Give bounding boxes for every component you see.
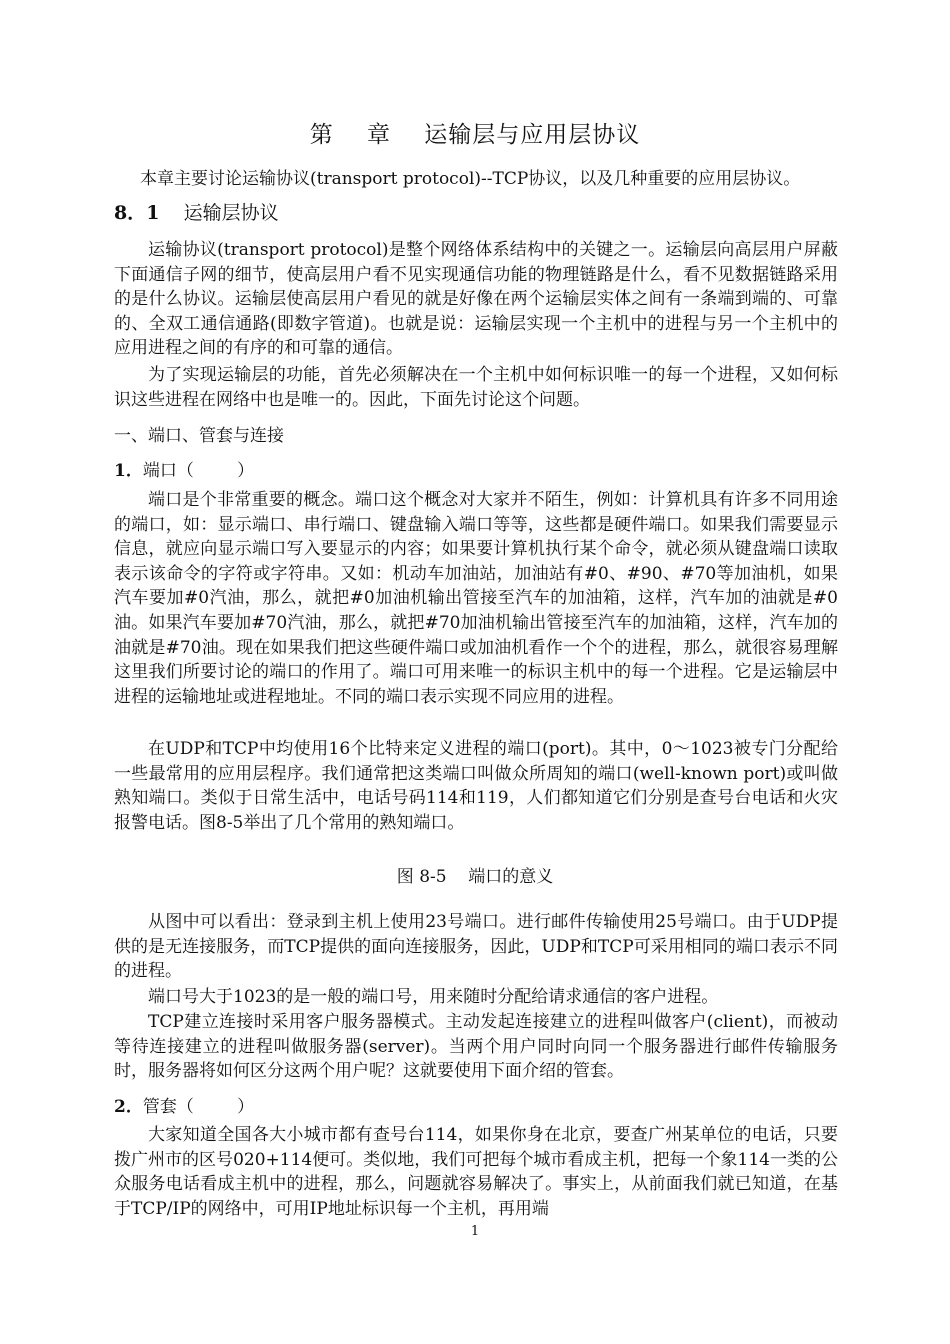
section-heading xyxy=(114,198,279,225)
figure-caption: 图 8-5 端口的意义 xyxy=(396,867,554,887)
paragraph-port-range: 端口号大于1023的是一般的端口号，用来随时分配给请求通信的客户进程。 xyxy=(148,987,719,1007)
paragraph-client-server: TCP建立连接时采用客户服务器模式。主动发起连接建立的进程叫做客户(client)，而被动等待连接建立的进程叫做服务器(server)。当两个用户同时向同一个服务器进行邮件传输服务时，服务器将如何区分这两个用户呢？这就要使用下面介绍的管套。 xyxy=(114,1012,838,1082)
section-title: 运输层协议 xyxy=(183,202,279,224)
item-number-socket: 2． xyxy=(114,1097,143,1117)
item-heading-socket xyxy=(114,1092,254,1117)
paragraph-figure-explanation: 从图中可以看出：登录到主机上使用23号端口。进行邮件传输使用25号端口。由于UDP提供的是无连接服务，而TCP提供的面向连接服务，因此，UDP和TCP可采用相同的端口表示不同的进程。 xyxy=(114,912,838,982)
section-number: 8．1 xyxy=(114,202,160,224)
item-number-port: 1． xyxy=(114,461,143,481)
chapter-intro: 本章主要讨论运输协议(transport protocol)--TCP协议，以及几种重要的应用层协议。 xyxy=(140,169,801,189)
paragraph-well-known-ports: 在UDP和TCP中均使用16个比特来定义进程的端口(port)。其中，0～1023被专门分配给一些最常用的应用层程序。我们通常把这类端口叫做众所周知的端口(well-known port)或叫做熟知端口。类似于日常生活中，电话号码114和119，人们都知道它们分别是查号台电话和火灾报警电话。图8-5举出了几个常用的熟知端口。 xyxy=(114,739,838,833)
subsection-heading: 一、端口、管套与连接 xyxy=(114,426,284,446)
item-label-socket: 管套（ ） xyxy=(142,1097,255,1117)
paragraph-socket-analogy: 大家知道全国各大小城市都有查号台114，如果你身在北京，要查广州某单位的电话，只要拨广州市的区号020+114便可。类似地，我们可把每个城市看成主机，把每一个象114一类的公众服务电话看成主机中的进程，那么，问题就容易解决了。事实上，从前面我们就已知道，在基于TCP/IP的网络中，可用IP地址标识每一个主机，再用端 xyxy=(114,1125,838,1219)
paragraph-transport-intro: 运输协议(transport protocol)是整个网络体系结构中的关键之一。运输层向高层用户屏蔽下面通信子网的细节，使高层用户看不见实现通信功能的物理链路是什么，看不见数据链路采用的是什么协议。运输层使高层用户看见的就是好像在两个运输层实体之间有一条端到端的、可靠的、全双工通信通路(即数字管道)。也就是说：运输层实现一个主机中的进程与另一个主机中的应用进程之间的有序的和可靠的通信。 xyxy=(114,240,838,359)
item-heading-port xyxy=(114,456,254,481)
page-number: 1 xyxy=(470,1224,480,1239)
item-label-port: 端口（ ） xyxy=(142,461,255,481)
paragraph-port-concept: 端口是个非常重要的概念。端口这个概念对大家并不陌生，例如：计算机具有许多不同用途的端口，如：显示端口、串行端口、键盘输入端口等等，这些都是硬件端口。如果我们需要显示信息，就应向显示端口写入要显示的内容；如果要计算机执行某个命令，就必须从键盘端口读取表示该命令的字符或字符串。又如：机动车加油站，加油站有#0、#90、#70等加油机，如果汽车要加#0汽油，那么，就把#0加油机输出管接至汽车的加油箱，这样，汽车加的油就是#0油。如果汽车要加#70汽油，那么，就把#70加油机输出管接至汽车的加油箱，这样，汽车加的油就是#70油。现在如果我们把这些硬件端口或加油机看作一个个的进程，那么，就很容易理解这里我们所要讨论的端口的作用了。端口可用来唯一的标识主机中的每一个进程。它是运输层中进程的运输地址或进程地址。不同的端口表示实现不同应用的进程。 xyxy=(114,490,838,707)
paragraph-process-identification: 为了实现运输层的功能，首先必须解决在一个主机中如何标识唯一的每一个进程，又如何标识这些进程在网络中也是唯一的。因此，下面先讨论这个问题。 xyxy=(114,365,838,410)
chapter-title: 第 章 运输层与应用层协议 xyxy=(309,122,641,148)
